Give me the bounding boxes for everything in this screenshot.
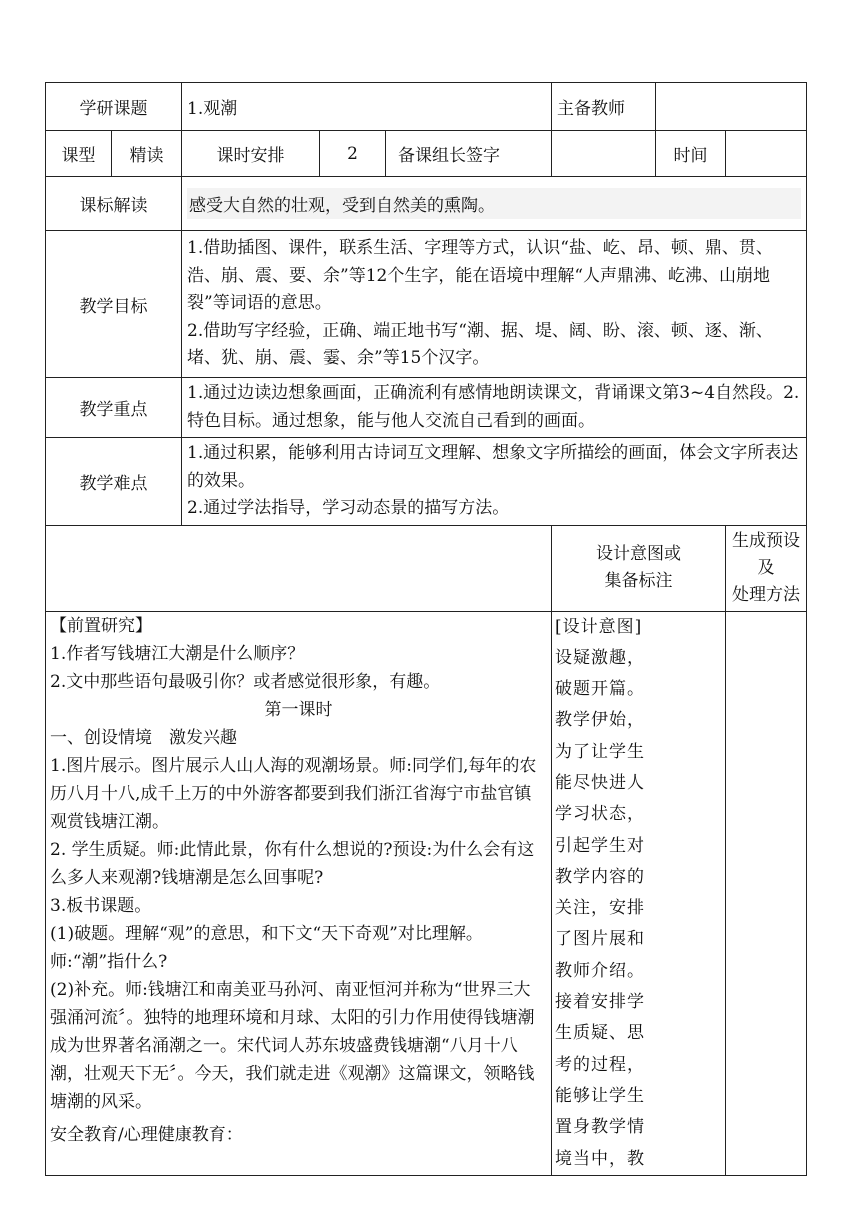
step-paragraph-1: 1.图片展示。图片展示人山人海的观潮场景。师:同学们,每年的农历八月十八,成千上万的中外游客都要到我们浙江省海宁市盐官镇观赏钱塘江潮。 bbox=[50, 755, 537, 832]
process-cell bbox=[46, 611, 552, 1175]
key-points-label: 教学重点 bbox=[46, 378, 182, 438]
intent-header-line-1: 设计意图或 bbox=[596, 544, 682, 564]
intent-line: 考的过程， bbox=[555, 1054, 646, 1075]
intent-line: 生质疑、思 bbox=[555, 1023, 646, 1044]
difficulties-label: 教学难点 bbox=[46, 438, 182, 526]
standard-text: 感受大自然的壮观，受到自然美的熏陶。 bbox=[187, 188, 801, 219]
section-title: 一、创设情境 激发兴趣 bbox=[50, 727, 237, 748]
intent-header-line-2: 集备标注 bbox=[604, 571, 673, 591]
intent-header bbox=[552, 525, 726, 611]
hours-label: 课时安排 bbox=[182, 131, 320, 177]
type-label: 课型 bbox=[46, 131, 112, 177]
goals-row bbox=[46, 231, 807, 378]
step-paragraph-3: 3.板书课题。 bbox=[50, 895, 152, 916]
step-paragraph-2: 2. 学生质疑。师:此情此景，你有什么想说的?预设:为什么会有这么多人来观潮?钱塘潮是怎么回事呢? bbox=[50, 839, 535, 888]
intent-line: 了图片展和 bbox=[555, 929, 646, 950]
intent-line: 境当中，教 bbox=[555, 1148, 646, 1169]
leader-value bbox=[552, 131, 656, 177]
pre-study-q1: 1.作者写钱塘江大潮是什么顺序？ bbox=[50, 643, 305, 664]
goals-cell bbox=[182, 231, 807, 378]
key-points-row bbox=[46, 378, 807, 438]
step-paragraph-5: (2)补充。师:钱塘江和南美亚马孙河、南亚恒河并称为“世界三大强涌河流〞。独特的地理环境和月球、太阳的引力作用使得钱塘潮成为世界著名涌潮之一。宋代词人苏东坡盛费钱塘潮“八月十八潮，壮观天下无〞。今天，我们就走进《观潮》这篇课文，领略钱塘潮的风采。 bbox=[50, 979, 535, 1112]
time-value bbox=[726, 131, 807, 177]
header-row-1 bbox=[46, 83, 807, 131]
time-label: 时间 bbox=[656, 131, 726, 177]
key-points-text: 1.通过边读边想象画面，正确流利有感情地朗读课文，背诵课文第3~4自然段。2.特色目标。通过想象，能与他人交流自己看到的画面。 bbox=[182, 378, 807, 438]
intent-line: 教学伊始， bbox=[555, 710, 646, 731]
step-paragraph-4: (1)破题。理解“观”的意思，和下文“天下奇观”对比理解。师:“潮”指什么? bbox=[50, 923, 483, 972]
intent-line: 接着安排学 bbox=[555, 992, 646, 1013]
hours-value: 2 bbox=[320, 131, 386, 177]
difficulties-cell bbox=[182, 438, 807, 526]
pre-study-q2: 2.文中那些语句最吸引你？或者感觉很形象，有趣。 bbox=[50, 671, 441, 692]
lesson-title: 第一课时 bbox=[264, 699, 333, 720]
intent-cell bbox=[552, 611, 726, 1175]
intent-line: 置身教学情 bbox=[555, 1117, 646, 1138]
intent-line: 教学内容的 bbox=[555, 866, 646, 887]
plan-header bbox=[726, 525, 807, 611]
difficulties-row bbox=[46, 438, 807, 526]
intent-line: 引起学生对 bbox=[555, 835, 646, 856]
plan-header-line-2: 处理方法 bbox=[732, 584, 801, 605]
intent-line: 设疑激趣， bbox=[555, 647, 646, 668]
process-header bbox=[46, 525, 552, 611]
difficulty-item-1: 1.通过积累，能够利用古诗词互文理解、想象文字所描绘的画面，体会文字所表达的效果。 bbox=[187, 443, 799, 491]
lesson-plan-table bbox=[45, 82, 807, 1176]
intent-line: 破题开篇。 bbox=[555, 679, 646, 700]
intent-line: 教师介绍。 bbox=[555, 960, 646, 981]
standard-label: 课标解读 bbox=[46, 177, 182, 231]
column-header-row bbox=[46, 525, 807, 611]
type-value: 精读 bbox=[112, 131, 182, 177]
plan-header-line-1: 生成预设及 bbox=[732, 530, 801, 578]
leader-label: 备课组长签字 bbox=[386, 131, 552, 177]
goal-item-1: 1.借助插图、课件，联系生活、字理等方式，认识“盐、屹、昂、顿、鼎、贯、浩、崩、震、要、余”等12个生字，能在语境中理解“人声鼎沸、屹沸、山崩地裂”等词语的意思。 bbox=[187, 238, 773, 314]
topic-label: 学研课题 bbox=[46, 83, 182, 131]
difficulty-item-2: 2.通过学法指导，学习动态景的描写方法。 bbox=[187, 498, 510, 518]
standard-row bbox=[46, 177, 807, 231]
teacher-value bbox=[656, 83, 807, 131]
intent-line: 为了让学生 bbox=[555, 741, 646, 762]
standard-cell bbox=[182, 177, 807, 231]
topic-value: 1.观潮 bbox=[182, 83, 552, 131]
goals-label: 教学目标 bbox=[46, 231, 182, 378]
process-row bbox=[46, 611, 807, 1175]
intent-line: 能够让学生 bbox=[555, 1085, 646, 1106]
intent-line: 能尽快进人 bbox=[555, 772, 646, 793]
footer-safety-education: 安全教育/心理健康教育： bbox=[50, 1125, 243, 1145]
plan-cell bbox=[726, 611, 807, 1175]
teacher-label: 主备教师 bbox=[552, 83, 656, 131]
intent-line: 学习状态， bbox=[555, 804, 646, 825]
intent-line: 关注，安排 bbox=[555, 898, 646, 919]
header-row-2 bbox=[46, 131, 807, 177]
goal-item-2: 2.借助写字经验，正确、端正地书写“潮、据、堤、阔、盼、滚、顿、逐、渐、堵、犹、崩、震、霎、余”等15个汉字。 bbox=[187, 320, 773, 369]
intent-line: [设计意图] bbox=[555, 616, 643, 637]
pre-study-title: 【前置研究】 bbox=[50, 615, 152, 636]
